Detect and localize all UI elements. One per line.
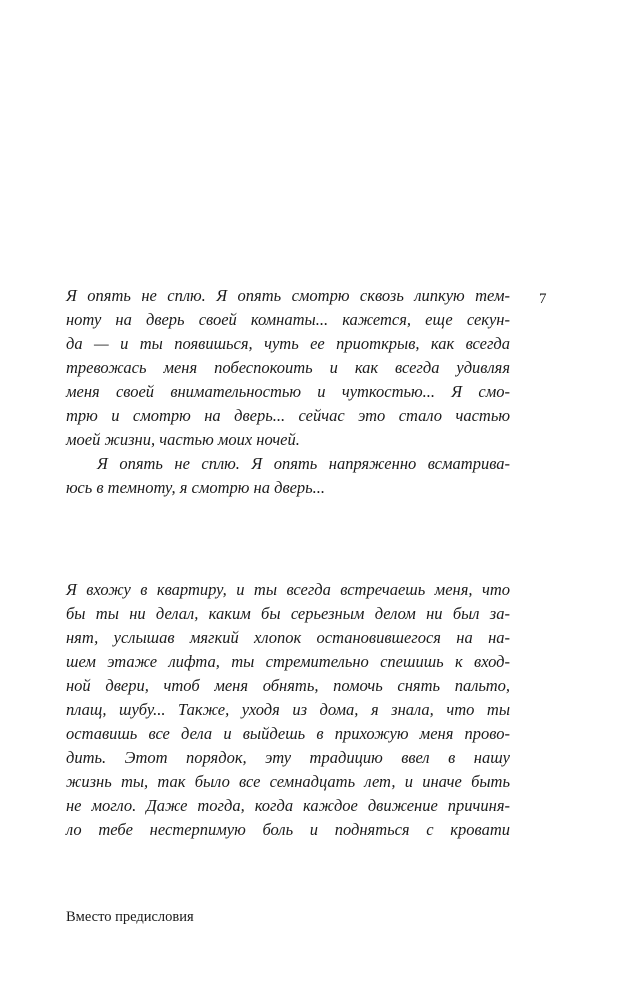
running-footer: Вместо предисловия <box>66 909 194 925</box>
text-line: нят, услышав мягкий хлопок остановившегося на на- <box>66 628 510 647</box>
text-line: Я опять не сплю. Я опять смотрю сквозь липкую тем- <box>66 286 510 305</box>
text-line: Я вхожу в квартиру, и ты всегда встречаешь меня, что <box>66 580 510 599</box>
text-line: шем этаже лифта, ты стремительно спешишь к вход- <box>66 652 510 671</box>
text-line: ной двери, чтоб меня обнять, помочь снять пальто, <box>66 676 510 695</box>
text-line: жизнь ты, так было все семнадцать лет, и иначе быть <box>66 772 510 791</box>
text-line: меня своей внимательностью и чуткостью... Я смо- <box>66 382 510 401</box>
text-line: да — и ты появишься, чуть ее приоткрыв, как всегда <box>66 334 510 353</box>
text-line: дить. Этот порядок, эту традицию ввел в нашу <box>66 748 510 767</box>
text-line: ноту на дверь своей комнаты... кажется, еще секун- <box>66 310 510 329</box>
text-line: Я опять не сплю. Я опять напряженно всматрива- <box>97 454 510 473</box>
text-line: трю и смотрю на дверь... сейчас это стало частью <box>66 406 510 425</box>
text-line: тревожась меня побеспокоить и как всегда удивляя <box>66 358 510 377</box>
paragraph-block-1 <box>66 284 510 500</box>
text-line: плащ, шубу... Также, уходя из дома, я знала, что ты <box>66 700 510 719</box>
text-line: ло тебе нестерпимую боль и подняться с кровати <box>66 820 510 839</box>
text-line: оставишь все дела и выйдешь в прихожую меня прово- <box>66 724 510 743</box>
page-number: 7 <box>539 291 547 307</box>
text-line: бы ты ни делал, каким бы серьезным делом ни был за- <box>66 604 510 623</box>
text-line: не могло. Даже тогда, когда каждое движение причиня- <box>66 796 510 815</box>
text-line: юсь в темноту, я смотрю на дверь... <box>66 478 326 497</box>
text-line: моей жизни, частью моих ночей. <box>66 430 300 449</box>
paragraph-block-2 <box>66 578 510 842</box>
